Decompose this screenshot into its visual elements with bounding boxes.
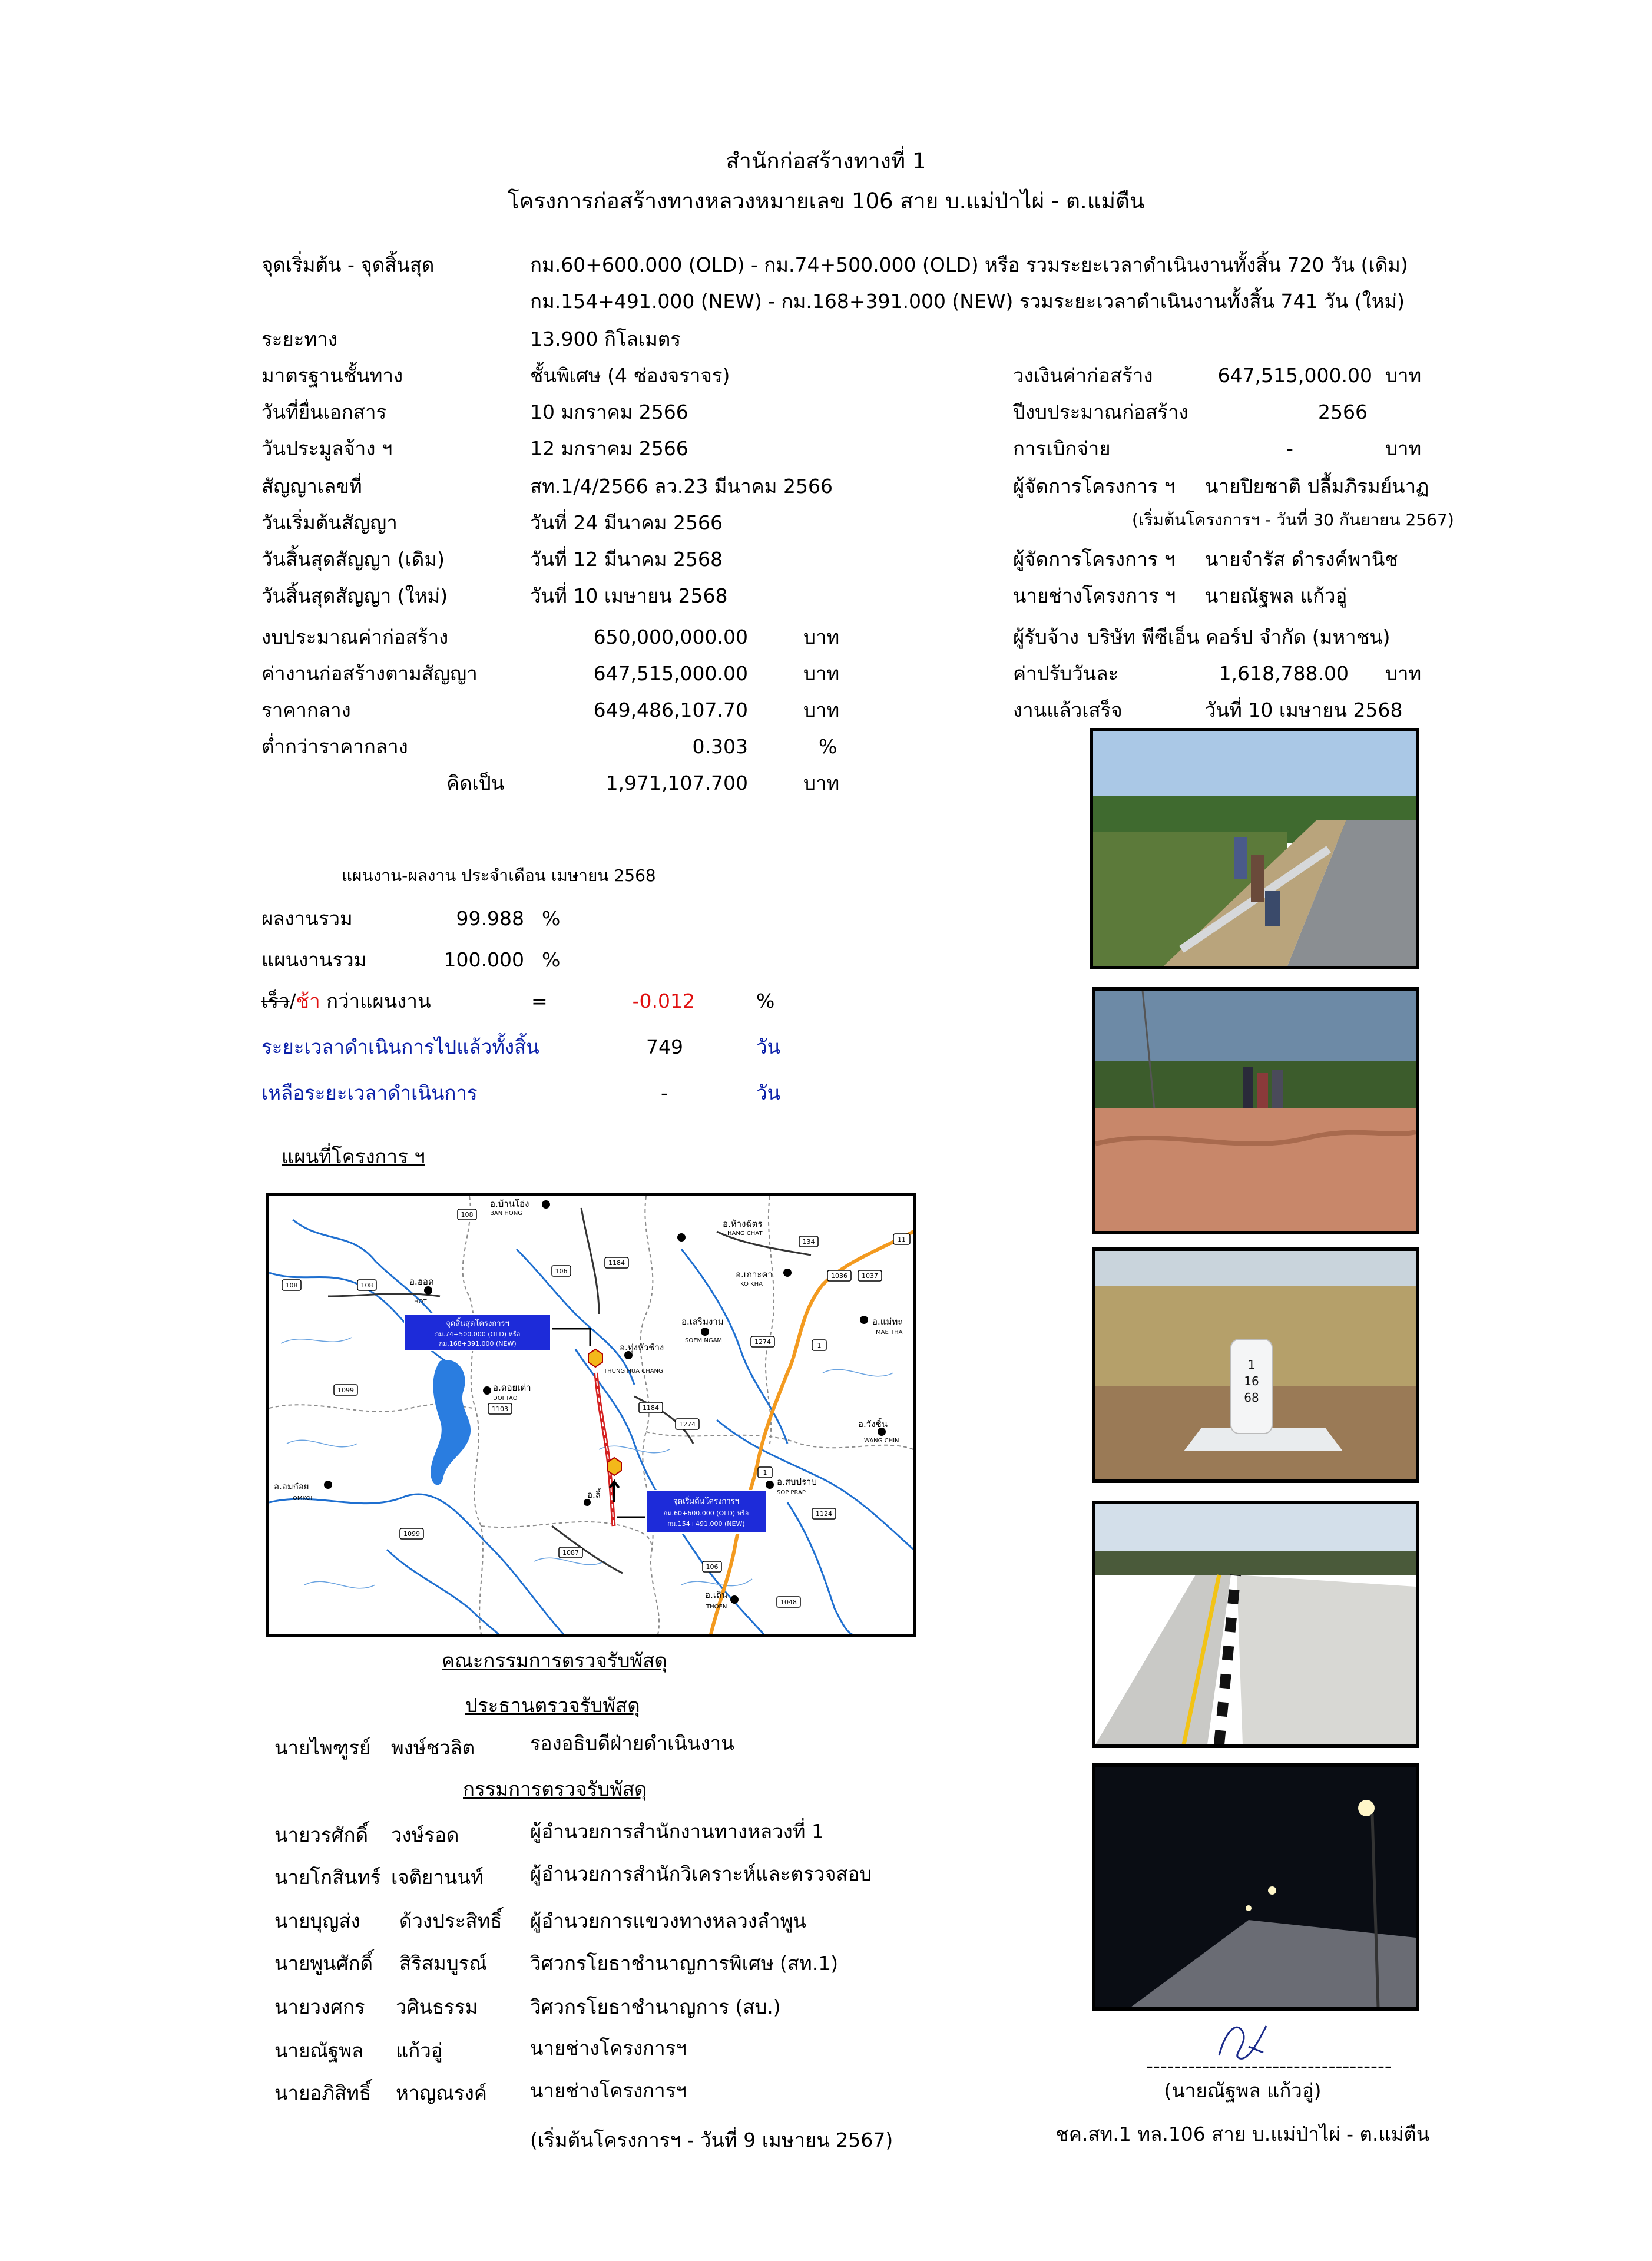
town-name-en: OMKOI [293, 1495, 313, 1502]
done-value: วันที่ 10 เมษายน 2568 [1205, 699, 1403, 721]
member-last-name: แก้วอู่ [396, 2039, 443, 2062]
member-position: ผู้อำนวยการสำนักวิเคราะห์และตรวจสอบ [530, 1862, 872, 1885]
disburse-value: - [1286, 437, 1293, 460]
worker-1 [1234, 837, 1247, 879]
diff-slow: ช้า [296, 989, 320, 1012]
money-label: ราคากลาง [261, 699, 351, 721]
route-shield-text: 108 [285, 1282, 298, 1289]
member-first-name: นายพูนศักดิ์ [274, 1952, 373, 1975]
fine-value: 1,618,788.00 [1219, 662, 1349, 685]
detail-label: วันสิ้นสุดสัญญา (เดิม) [261, 548, 445, 571]
plan-pct: % [542, 948, 561, 971]
money-label: ค่างานก่อสร้างตามสัญญา [261, 662, 478, 685]
route-shield [799, 1236, 818, 1247]
photo-earthwork-site [1092, 987, 1419, 1234]
photo-road-image [1095, 1504, 1416, 1744]
engineer-label: นายช่างโครงการ ฯ [1013, 584, 1176, 607]
town-name: อ.วังชิ้น [858, 1419, 888, 1429]
diff-label [261, 989, 431, 1013]
soil [1095, 1108, 1416, 1231]
elapsed-label: ระยะเวลาดำเนินการไปแล้วทั้งสิ้น [261, 1035, 539, 1058]
photo-guardrail-image [1093, 731, 1416, 966]
detail-value: 10 มกราคม 2566 [530, 400, 688, 423]
route-shield [812, 1340, 826, 1350]
town-name: อ.อมก๋อย [274, 1481, 309, 1492]
range-line-2: กม.154+491.000 (NEW) - กม.168+391.000 (NEW) รวมระยะเวลาดำเนินงานทั้งสิ้น 741 วัน (ใหม่) [530, 290, 1405, 313]
elapsed-unit: วัน [756, 1035, 781, 1058]
photo-night-image [1095, 1767, 1416, 2007]
member-position: นายช่างโครงการฯ [530, 2079, 687, 2102]
contractor-label: ผู้รับจ้าง [1013, 625, 1079, 648]
road-surface [1095, 1575, 1231, 1744]
end-callout-line1: กม.74+500.000 (OLD) หรือ [435, 1330, 521, 1338]
km-post-line-2: 16 [1244, 1374, 1259, 1388]
route-shield-text: 1184 [643, 1404, 659, 1412]
route-shield [812, 1508, 836, 1519]
members-title: กรรมการตรวจรับพัสดุ [463, 1777, 647, 1800]
plan-value: 100.000 [443, 948, 524, 971]
money-label: คิดเป็น [446, 772, 505, 795]
photo-earthwork-image [1095, 991, 1416, 1231]
person-3 [1272, 1070, 1283, 1108]
money-value: 650,000,000.00 [593, 625, 748, 648]
committee-note: (เริ่มต้นโครงการฯ - วันที่ 9 เมษายน 2567) [530, 2128, 893, 2151]
done-label: งานแล้วเสร็จ [1013, 699, 1123, 721]
manager2-label: ผู้จัดการโครงการ ฯ [1013, 548, 1176, 571]
money-label: ต่ำกว่าราคากลาง [261, 735, 408, 758]
route-shield-text: 108 [461, 1211, 474, 1219]
route-shield-text: 1 [763, 1469, 767, 1477]
member-first-name: นายอภิสิทธิ์ [274, 2081, 372, 2104]
town-name: อ.ห้างฉัตร [723, 1219, 763, 1229]
committee-title: คณะกรรมการตรวจรับพัสดุ [442, 1649, 667, 1672]
money-unit: บาท [803, 772, 840, 795]
town-name-en: MAE THA [876, 1329, 903, 1336]
project-map [266, 1193, 916, 1637]
member-position: นายช่างโครงการฯ [530, 2037, 687, 2060]
end-callout-line2: กม.168+391.000 (NEW) [439, 1340, 517, 1348]
money-unit: บาท [803, 662, 840, 685]
member-last-name: สิริสมบูรณ์ [399, 1952, 488, 1975]
worker-2 [1251, 855, 1264, 902]
town-name-en: BAN HONG [490, 1210, 522, 1217]
town-name: อ.ลี้ [587, 1489, 601, 1500]
detail-label: ระยะทาง [261, 327, 337, 350]
town-dot [783, 1269, 792, 1277]
route-shield-text: 1274 [679, 1421, 696, 1428]
diff-eq: = [531, 989, 548, 1012]
route-shield-text: 11 [898, 1236, 906, 1243]
town-name-en: THUNG HUA CHANG [604, 1368, 663, 1375]
budget-value: 647,515,000.00 [1217, 364, 1372, 387]
town-dot [766, 1481, 774, 1489]
money-unit: บาท [803, 699, 840, 721]
detail-value: ชั้นพิเศษ (4 ช่องจราจร) [530, 364, 730, 387]
signature-dashes: ----------------------------------- [1146, 2054, 1392, 2077]
town-dot [542, 1200, 550, 1209]
route-shield-text: 134 [802, 1238, 815, 1246]
route-shield [893, 1234, 910, 1244]
money-label: งบประมาณค่าก่อสร้าง [261, 625, 449, 648]
member-last-name: ด้วงประสิทธิ์ [399, 1909, 502, 1932]
member-last-name: วศินธรรม [396, 1995, 478, 2018]
town-name-en: HOT [414, 1299, 427, 1305]
trees [1095, 1061, 1416, 1108]
fiscal-label: ปีงบประมาณก่อสร้าง [1013, 400, 1188, 423]
member-position: ผู้อำนวยการแขวงทางหลวงลำพูน [530, 1909, 806, 1932]
map-background [269, 1196, 913, 1634]
route-shield-text: 1037 [862, 1272, 878, 1280]
member-last-name: หาญณรงค์ [396, 2081, 487, 2104]
diff-pct: % [756, 989, 775, 1012]
route-shield [676, 1419, 699, 1429]
disburse-label: การเบิกจ่าย [1013, 437, 1111, 460]
progress-title: แผนงาน-ผลงาน ประจำเดือน เมษายน 2568 [342, 866, 656, 885]
route-shield-text: 106 [706, 1563, 719, 1571]
start-callout-title: จุดเริ่มต้นโครงการฯ [673, 1497, 739, 1506]
engineer-value: นายณัฐพล แก้วอู่ [1205, 584, 1348, 607]
disburse-unit: บาท [1385, 437, 1422, 460]
worker-3 [1265, 891, 1280, 926]
route-shield [400, 1528, 423, 1539]
remain-unit: วัน [756, 1081, 781, 1104]
detail-label: วันประมูลจ้าง ฯ [261, 437, 393, 460]
end-callout-title: จุดสิ้นสุดโครงการฯ [446, 1319, 509, 1328]
signature-name: (นายณัฐพล แก้วอู่) [1164, 2079, 1322, 2102]
photo-night-lighting [1092, 1763, 1419, 2011]
route-shield [703, 1561, 721, 1572]
route-shield-text: 1099 [403, 1530, 420, 1538]
member-first-name: นายณัฐพล [274, 2039, 364, 2062]
street-lamp [1358, 1800, 1375, 1816]
chair-first-name: นายไพฑูรย์ [274, 1736, 371, 1759]
town-name-en: HANG CHAT [727, 1230, 763, 1237]
detail-value: วันที่ 10 เมษายน 2568 [530, 584, 728, 607]
person-1 [1243, 1067, 1253, 1108]
detail-value: 13.900 กิโลเมตร [530, 327, 681, 350]
money-value: 1,971,107.700 [605, 772, 748, 795]
diff-fast: เร็ว [261, 989, 290, 1012]
range-label: จุดเริ่มต้น - จุดสิ้นสุด [261, 253, 435, 276]
photo-guardrail-work [1090, 728, 1419, 969]
town-dot [424, 1286, 432, 1295]
map-title: แผนที่โครงการ ฯ [282, 1145, 425, 1168]
money-unit: บาท [803, 625, 840, 648]
member-position: วิศวกรโยธาชำนาญการ (สบ.) [530, 1995, 781, 2018]
start-callout-line1: กม.60+600.000 (OLD) หรือ [663, 1509, 749, 1517]
budget-label: วงเงินค่าก่อสร้าง [1013, 364, 1153, 387]
town-dot [324, 1481, 332, 1489]
route-shield [827, 1270, 851, 1281]
detail-value: สท.1/4/2566 ลว.23 มีนาคม 2566 [530, 475, 833, 498]
town-dot [701, 1328, 709, 1336]
member-first-name: นายโกสินทร์ [274, 1866, 381, 1889]
manager-label: ผู้จัดการโครงการ ฯ [1013, 475, 1176, 498]
town-name: อ.เถิน [705, 1590, 728, 1600]
money-value: 647,515,000.00 [593, 662, 748, 685]
money-value: 649,486,107.70 [593, 699, 748, 721]
photo-kmpost-image [1095, 1251, 1416, 1479]
end-marker [588, 1349, 602, 1367]
route-shield-text: 1099 [337, 1386, 354, 1394]
km-post-line-1: 1 [1247, 1358, 1256, 1372]
fine-unit: บาท [1385, 662, 1422, 685]
diff-slash: / [289, 989, 296, 1012]
route-shield-text: 1184 [608, 1259, 625, 1267]
town-dot [483, 1386, 491, 1395]
town-name-en: SOEM NGAM [685, 1338, 723, 1344]
route-shield [334, 1385, 357, 1395]
plan-label: แผนงานรวม [261, 948, 367, 971]
town-dot [677, 1233, 686, 1242]
route-shield-text: 108 [360, 1282, 373, 1289]
detail-value: วันที่ 12 มีนาคม 2568 [530, 548, 723, 571]
signature-unit: ชค.สท.1 ทล.106 สาย บ.แม่ป่าไผ่ - ต.แม่ตืน [1055, 2123, 1430, 2146]
detail-label: วันที่ยื่นเอกสาร [261, 400, 387, 423]
manager-note: (เริ่มต้นโครงการฯ - วันที่ 30 กันยายน 2567) [1132, 510, 1454, 529]
fine-label: ค่าปรับวันละ [1013, 662, 1119, 685]
route-shield [458, 1209, 476, 1220]
map-canvas [269, 1196, 913, 1634]
member-first-name: นายบุญส่ง [274, 1909, 360, 1932]
result-pct: % [542, 907, 561, 930]
town-dot [730, 1595, 739, 1604]
town-name-en: KO KHA [740, 1281, 763, 1287]
route-shield-text: 1274 [754, 1338, 771, 1346]
route-shield [488, 1403, 512, 1414]
town-name-en: WANG CHIN [864, 1438, 899, 1444]
town-name-en: SOP PRAP [777, 1489, 806, 1496]
km-post-line-3: 68 [1244, 1391, 1259, 1405]
diff-value: -0.012 [632, 989, 695, 1012]
town-name: อ.ดอยเต่า [493, 1382, 531, 1393]
town-name: อ.สบปราบ [777, 1477, 817, 1487]
member-position: วิศวกรโยธาชำนาญการพิเศษ (สท.1) [530, 1952, 839, 1975]
diff-rest: กว่าแผนงาน [320, 989, 431, 1012]
member-last-name: เจติยานนท์ [391, 1866, 484, 1889]
town-name: อ.เกาะคา [736, 1269, 773, 1280]
detail-label: สัญญาเลขที่ [261, 475, 362, 498]
money-unit: % [819, 735, 837, 758]
route-shield [758, 1467, 772, 1478]
remain-label: เหลือระยะเวลาดำเนินการ [261, 1081, 478, 1104]
route-shield-text: 106 [555, 1267, 568, 1275]
buildings [1095, 1551, 1416, 1575]
detail-label: มาตรฐานชั้นทาง [261, 364, 403, 387]
start-callout-line2: กม.154+491.000 (NEW) [667, 1520, 745, 1528]
member-first-name: นายวงศกร [274, 1995, 365, 2018]
median [1237, 1575, 1416, 1744]
route-shield [639, 1402, 663, 1413]
route-shield [559, 1547, 582, 1558]
fiscal-value: 2566 [1318, 400, 1368, 423]
result-label: ผลงานรวม [261, 907, 353, 930]
start-marker [607, 1458, 621, 1475]
result-value: 99.988 [456, 907, 524, 930]
route-shield [751, 1336, 774, 1347]
route-shield [282, 1280, 301, 1290]
route-shield-text: 1048 [780, 1598, 797, 1606]
town-dot [860, 1316, 868, 1324]
chair-last-name: พงษ์ชวลิต [391, 1736, 475, 1759]
town-name: อ.เสริมงาม [681, 1316, 724, 1327]
town-name: อ.บ้านโฮ่ง [490, 1199, 529, 1209]
chair-title: ประธานตรวจรับพัสดุ [465, 1694, 640, 1717]
elapsed-value: 749 [646, 1035, 683, 1058]
person-2 [1257, 1073, 1268, 1108]
town-name: อ.แม่ทะ [872, 1316, 903, 1327]
range-line-1: กม.60+600.000 (OLD) - กม.74+500.000 (OLD) หรือ รวมระยะเวลาดำเนินงานทั้งสิ้น 720 วัน (เดิม) [530, 253, 1408, 276]
street-lamp [1246, 1905, 1252, 1911]
route-shield [858, 1270, 882, 1281]
photo-km-post [1092, 1247, 1419, 1483]
member-position: ผู้อำนวยการสำนักงานทางหลวงที่ 1 [530, 1820, 825, 1843]
budget-unit: บาท [1385, 364, 1422, 387]
detail-label: วันเริ่มต้นสัญญา [261, 511, 398, 534]
manager2-value: นายจำรัส ดำรงค์พานิช [1205, 548, 1398, 571]
project-title: โครงการก่อสร้างทางหลวงหมายเลข 106 สาย บ.แม่ป่าไผ่ - ต.แม่ตืน [507, 188, 1145, 214]
manager-value: นายปิยชาติ ปลื้มภิรมย์นาฏ [1205, 475, 1429, 498]
route-shield [605, 1257, 628, 1268]
route-shield [552, 1266, 571, 1276]
route-shield [777, 1597, 800, 1607]
detail-value: วันที่ 24 มีนาคม 2566 [530, 511, 723, 534]
route-shield-text: 1103 [492, 1405, 508, 1413]
office-title: สำนักก่อสร้างทางที่ 1 [726, 148, 926, 174]
route-shield-text: 1036 [831, 1272, 847, 1280]
route-shield-text: 1087 [562, 1549, 579, 1557]
member-last-name: วงษ์รอด [391, 1823, 459, 1846]
town-name: อ.ทุ่งหัวช้าง [620, 1342, 664, 1353]
chair-position: รองอธิบดีฝ่ายดำเนินงาน [530, 1732, 734, 1754]
contractor-value: บริษัท พีซีเอ็น คอร์ป จำกัด (มหาชน) [1087, 625, 1391, 648]
town-name-en: THOEN [706, 1604, 727, 1610]
street-lamp [1268, 1886, 1276, 1895]
detail-label: วันสิ้นสุดสัญญา (ใหม่) [261, 584, 448, 607]
town-name: อ.ฮอด [409, 1276, 434, 1287]
route-shield-text: 1 [817, 1342, 822, 1349]
town-name-en: DOI TAO [493, 1395, 518, 1402]
money-value: 0.303 [692, 735, 748, 758]
route-shield-text: 1124 [816, 1510, 832, 1518]
detail-value: 12 มกราคม 2566 [530, 437, 688, 460]
member-first-name: นายวรศักดิ์ [274, 1823, 369, 1846]
route-shield [357, 1280, 376, 1290]
photo-finished-road [1092, 1501, 1419, 1748]
remain-value: - [661, 1081, 668, 1104]
